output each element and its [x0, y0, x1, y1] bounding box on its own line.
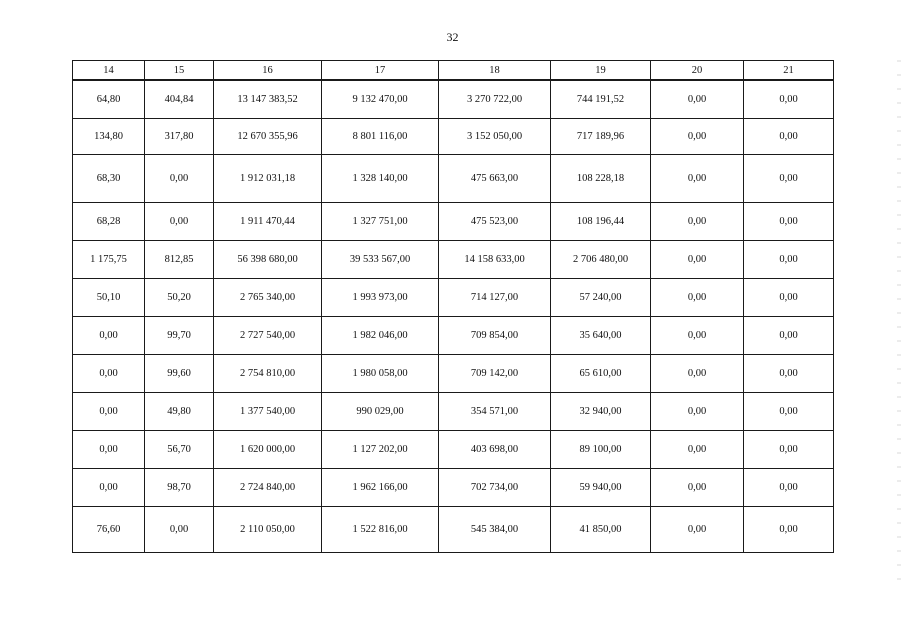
table-cell: 0,00: [651, 240, 744, 278]
table-cell: 56,70: [145, 430, 214, 468]
table-cell: 59 940,00: [551, 468, 651, 506]
table-cell: 1 962 166,00: [322, 468, 439, 506]
table-cell: 41 850,00: [551, 506, 651, 552]
table-cell: 714 127,00: [439, 278, 551, 316]
table-cell: 65 610,00: [551, 354, 651, 392]
table-cell: 14 158 633,00: [439, 240, 551, 278]
column-header: 21: [744, 61, 834, 81]
table-cell: 0,00: [744, 354, 834, 392]
table-cell: 1 328 140,00: [322, 154, 439, 202]
table-cell: 3 270 722,00: [439, 80, 551, 118]
column-header: 17: [322, 61, 439, 81]
table-cell: 1 620 000,00: [214, 430, 322, 468]
table-cell: 0,00: [651, 202, 744, 240]
table-cell: 0,00: [744, 118, 834, 154]
table-row: [73, 278, 834, 316]
table-cell: 2 765 340,00: [214, 278, 322, 316]
table-cell: 0,00: [651, 430, 744, 468]
page-number: 32: [446, 30, 459, 44]
table-cell: 744 191,52: [551, 80, 651, 118]
table-cell: 0,00: [651, 80, 744, 118]
table-cell: 717 189,96: [551, 118, 651, 154]
table-cell: 1 175,75: [73, 240, 145, 278]
table-cell: 89 100,00: [551, 430, 651, 468]
table-row: [73, 202, 834, 240]
table-cell: 2 110 050,00: [214, 506, 322, 552]
table-cell: 1 982 046,00: [322, 316, 439, 354]
table-cell: 0,00: [744, 468, 834, 506]
table-cell: 0,00: [73, 392, 145, 430]
table-cell: 98,70: [145, 468, 214, 506]
table-cell: 0,00: [651, 392, 744, 430]
table-row: [73, 354, 834, 392]
table-cell: 32 940,00: [551, 392, 651, 430]
column-header: 16: [214, 61, 322, 81]
table-cell: 64,80: [73, 80, 145, 118]
table-cell: 134,80: [73, 118, 145, 154]
table-row: [73, 240, 834, 278]
table-cell: 12 670 355,96: [214, 118, 322, 154]
table-cell: 709 854,00: [439, 316, 551, 354]
table-cell: 3 152 050,00: [439, 118, 551, 154]
table-cell: 50,10: [73, 278, 145, 316]
table-cell: 0,00: [744, 506, 834, 552]
table-cell: 0,00: [73, 430, 145, 468]
table-cell: 0,00: [744, 202, 834, 240]
table-cell: 0,00: [651, 118, 744, 154]
table-cell: 0,00: [744, 80, 834, 118]
table-cell: 0,00: [744, 240, 834, 278]
table-cell: 403 698,00: [439, 430, 551, 468]
table-cell: 39 533 567,00: [322, 240, 439, 278]
table-cell: 9 132 470,00: [322, 80, 439, 118]
table-cell: 2 706 480,00: [551, 240, 651, 278]
table-cell: 108 196,44: [551, 202, 651, 240]
table-cell: 0,00: [73, 354, 145, 392]
table-row: [73, 80, 834, 118]
table-cell: 68,28: [73, 202, 145, 240]
table-cell: 0,00: [73, 316, 145, 354]
table-cell: 0,00: [651, 468, 744, 506]
table-cell: 99,60: [145, 354, 214, 392]
data-table: [72, 60, 834, 553]
table-cell: 0,00: [145, 202, 214, 240]
table-cell: 475 523,00: [439, 202, 551, 240]
column-header: 20: [651, 61, 744, 81]
table-row: [73, 154, 834, 202]
column-header: 15: [145, 61, 214, 81]
table-cell: 0,00: [651, 506, 744, 552]
table-cell: 0,00: [73, 468, 145, 506]
table-cell: 990 029,00: [322, 392, 439, 430]
table-cell: 68,30: [73, 154, 145, 202]
table-cell: 545 384,00: [439, 506, 551, 552]
table-row: [73, 430, 834, 468]
table-cell: 812,85: [145, 240, 214, 278]
table-cell: 709 142,00: [439, 354, 551, 392]
table-cell: 2 754 810,00: [214, 354, 322, 392]
table-cell: 1 993 973,00: [322, 278, 439, 316]
table-cell: 49,80: [145, 392, 214, 430]
table-cell: 2 724 840,00: [214, 468, 322, 506]
table-cell: 0,00: [145, 154, 214, 202]
table-cell: 0,00: [145, 506, 214, 552]
table-cell: 76,60: [73, 506, 145, 552]
table-cell: 1 327 751,00: [322, 202, 439, 240]
table-cell: 1 522 816,00: [322, 506, 439, 552]
table-row: [73, 506, 834, 552]
table-cell: 702 734,00: [439, 468, 551, 506]
scan-artifact: [897, 60, 901, 580]
table-cell: 0,00: [651, 278, 744, 316]
table-row: [73, 392, 834, 430]
table-cell: 8 801 116,00: [322, 118, 439, 154]
table-row: [73, 468, 834, 506]
table-cell: 1 377 540,00: [214, 392, 322, 430]
table-cell: 0,00: [744, 154, 834, 202]
table-cell: 2 727 540,00: [214, 316, 322, 354]
table-cell: 0,00: [744, 278, 834, 316]
table-cell: 50,20: [145, 278, 214, 316]
table-cell: 1 912 031,18: [214, 154, 322, 202]
table-cell: 35 640,00: [551, 316, 651, 354]
table-cell: 404,84: [145, 80, 214, 118]
header-row: [73, 61, 834, 81]
table-cell: 317,80: [145, 118, 214, 154]
table-cell: 1 127 202,00: [322, 430, 439, 468]
table-cell: 0,00: [651, 354, 744, 392]
column-header: 19: [551, 61, 651, 81]
table-cell: 0,00: [651, 154, 744, 202]
table-cell: 0,00: [744, 392, 834, 430]
table-cell: 0,00: [651, 316, 744, 354]
table-cell: 1 911 470,44: [214, 202, 322, 240]
table-cell: 475 663,00: [439, 154, 551, 202]
table-cell: 1 980 058,00: [322, 354, 439, 392]
table-cell: 0,00: [744, 430, 834, 468]
table-cell: 57 240,00: [551, 278, 651, 316]
table-row: [73, 316, 834, 354]
table-cell: 13 147 383,52: [214, 80, 322, 118]
table-cell: 99,70: [145, 316, 214, 354]
table-cell: 0,00: [744, 316, 834, 354]
table-cell: 354 571,00: [439, 392, 551, 430]
table-row: [73, 118, 834, 154]
table-cell: 108 228,18: [551, 154, 651, 202]
table-cell: 56 398 680,00: [214, 240, 322, 278]
column-header: 18: [439, 61, 551, 81]
column-header: 14: [73, 61, 145, 81]
